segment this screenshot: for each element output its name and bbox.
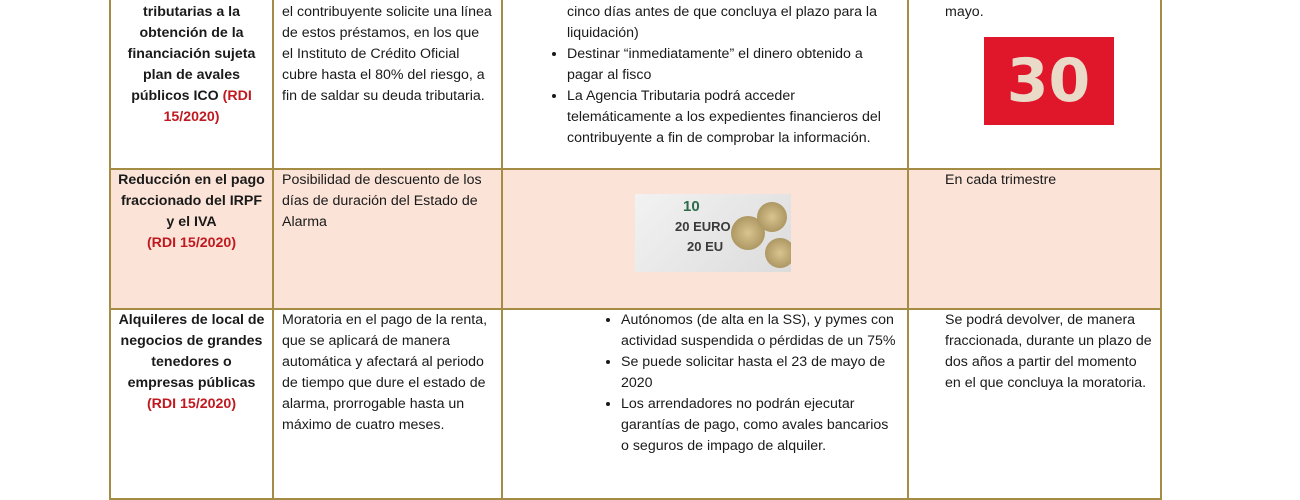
concept-ref: (RDI 15/2020) [146, 396, 237, 412]
description-cell [273, 0, 502, 169]
list-item: • Autónomos (de alta en la SS), y pymes con actividad suspendida o pérdidas de un 75% [621, 310, 899, 352]
list-item: • Los arrendadores no podrán ejecutar garantías de pago, como avales bancarios o seguros de impago de alquiler. [621, 394, 899, 457]
concept-cell [110, 169, 273, 309]
image-number: 30 [1006, 45, 1091, 116]
money-image [635, 194, 791, 272]
table-row [110, 169, 1161, 309]
table-row [110, 309, 1161, 499]
concept-line: tributarias a la [143, 4, 240, 20]
coin-icon [765, 238, 791, 268]
concept-cell [110, 0, 273, 169]
requirements-cell [502, 309, 908, 499]
concept-text: Reducción en el pago fraccionado del IRPF y el IVA [118, 172, 265, 230]
concept-line: obtención de la [139, 25, 244, 41]
note-label: 20 EURO [675, 219, 731, 234]
deadline-cell [908, 169, 1161, 309]
concept-ref: (RDI 15/2020) [163, 88, 252, 125]
description-text: Moratoria en el pago de la renta, que se aplicará de manera automática y afectará al periodo de tiempo que dure el estado de alarma, prorrogable hasta un máximo de cuatro meses. [282, 312, 488, 433]
note-label: 10 [683, 198, 700, 215]
requirements-cell [502, 0, 908, 169]
description-text: Posibilidad de descuento de los días de duración del Estado de Alarma [282, 172, 482, 230]
coin-icon [757, 202, 787, 232]
image-cell [502, 169, 908, 309]
requirements-lead: cinco días antes de que concluya el plazo para la liquidación) [567, 4, 877, 41]
list-item: • La Agencia Tributaria podrá acceder telemáticamente a los expedientes financieros del contribuyente a fin de comprobar la información. [567, 86, 899, 149]
table-row [110, 0, 1161, 169]
concept-line: financiación sujeta [127, 46, 256, 62]
deadline-text: mayo. [945, 4, 984, 20]
concept-line: públicos ICO [131, 88, 219, 104]
concept-line: plan de avales [143, 67, 240, 83]
deadline-text: Se podrá devolver, de manera fraccionada, durante un plazo de dos años a partir del momento en el que concluya la moratoria. [945, 312, 1152, 391]
requirements-list [511, 310, 899, 457]
concept-text: Alquileres de local de negocios de grandes tenedores o empresas públicas [118, 312, 265, 391]
description-cell [273, 169, 502, 309]
concept-cell [110, 309, 273, 499]
description-cell [273, 309, 502, 499]
requirements-list [511, 44, 899, 149]
deadline-cell [908, 309, 1161, 499]
concept-ref: (RDI 15/2020) [146, 235, 237, 251]
note-label: 20 EU [687, 239, 724, 254]
deadline-cell [908, 0, 1161, 169]
list-item: • Destinar “inmediatamente” el dinero obtenido a pagar al fisco [567, 44, 899, 86]
thirty-image [984, 37, 1114, 125]
measures-table [109, 0, 1162, 500]
list-item: • Se puede solicitar hasta el 23 de mayo de 2020 [621, 352, 899, 394]
deadline-text: En cada trimestre [945, 172, 1057, 188]
description-text: el contribuyente solicite una línea de estos préstamos, en los que el Instituto de Crédito Oficial cubre hasta el 80% del riesgo, a fin de saldar su deuda tributaria. [282, 4, 492, 104]
